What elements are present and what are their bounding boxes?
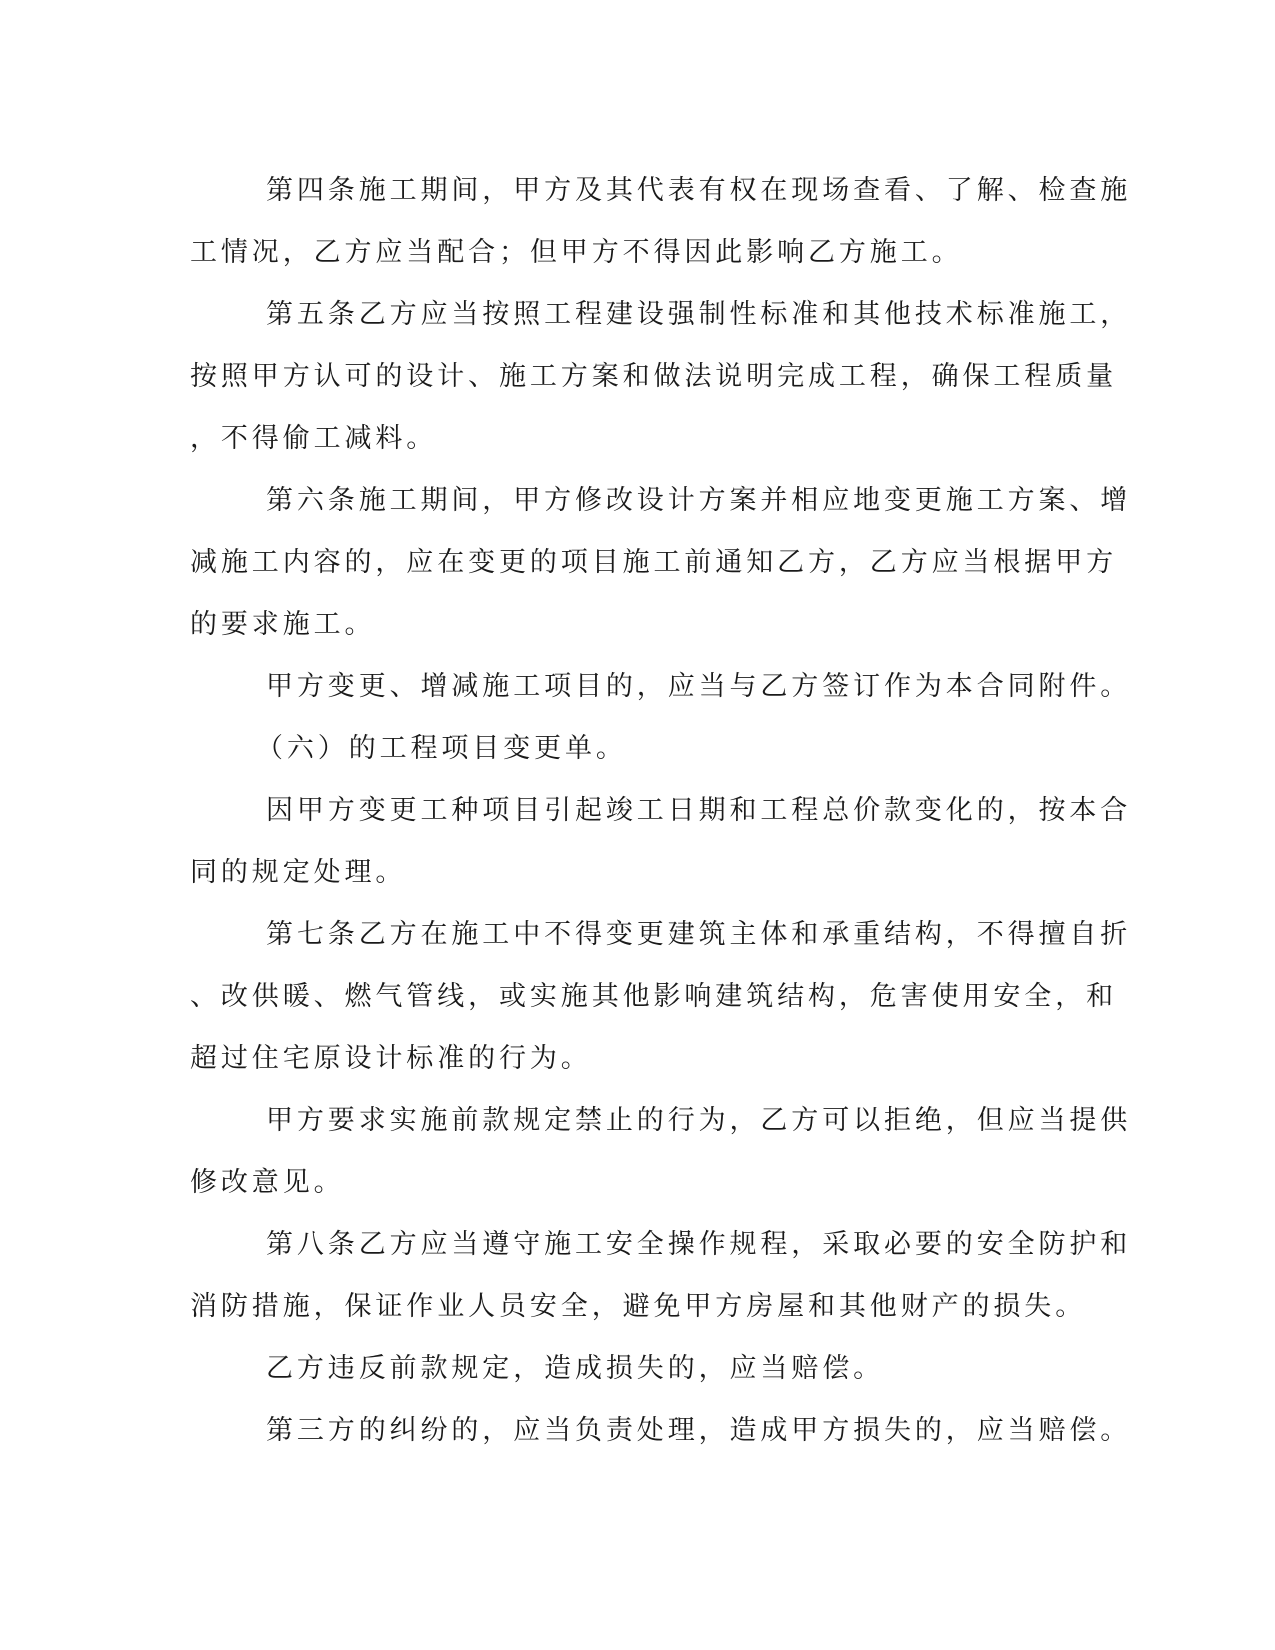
text-line: 工情况，乙方应当配合；但甲方不得因此影响乙方施工。 bbox=[190, 237, 963, 268]
text-line: 减施工内容的，应在变更的项目施工前通知乙方，乙方应当根据甲方 bbox=[190, 547, 1117, 578]
text-line: 第六条施工期间，甲方修改设计方案并相应地变更施工方案、增 bbox=[266, 485, 1132, 516]
text-line: ，不得偷工减料。 bbox=[190, 423, 438, 454]
text-line: 超过住宅原设计标准的行为。 bbox=[190, 1043, 592, 1074]
text-line: 因甲方变更工种项目引起竣工日期和工程总价款变化的，按本合 bbox=[266, 795, 1132, 826]
text-line: 第四条施工期间，甲方及其代表有权在现场查看、了解、检查施 bbox=[266, 175, 1132, 206]
text-line: 乙方违反前款规定，造成损失的，应当赔偿。 bbox=[266, 1353, 884, 1384]
text-line: 的要求施工。 bbox=[190, 609, 376, 640]
text-line: 第三方的纠纷的，应当负责处理，造成甲方损失的，应当赔偿。 bbox=[266, 1415, 1132, 1446]
text-line: 第五条乙方应当按照工程建设强制性标准和其他技术标准施工， bbox=[266, 299, 1132, 330]
text-line: 甲方要求实施前款规定禁止的行为，乙方可以拒绝，但应当提供 bbox=[266, 1105, 1132, 1136]
text-line: 第八条乙方应当遵守施工安全操作规程，采取必要的安全防护和 bbox=[266, 1229, 1132, 1260]
text-line: 甲方变更、增减施工项目的，应当与乙方签订作为本合同附件。 bbox=[266, 671, 1132, 702]
text-line: 第七条乙方在施工中不得变更建筑主体和承重结构，不得擅自折 bbox=[266, 919, 1132, 950]
text-line: 、改供暖、燃气管线，或实施其他影响建筑结构，危害使用安全，和 bbox=[190, 981, 1117, 1012]
text-line: 同的规定处理。 bbox=[190, 857, 407, 888]
text-line: 修改意见。 bbox=[190, 1167, 345, 1198]
text-line: 消防措施，保证作业人员安全，避免甲方房屋和其他财产的损失。 bbox=[190, 1291, 1087, 1322]
text-line: （六）的工程项目变更单。 bbox=[256, 733, 627, 764]
document-body bbox=[190, 160, 1132, 1462]
text-line: 按照甲方认可的设计、施工方案和做法说明完成工程，确保工程质量 bbox=[190, 361, 1117, 392]
